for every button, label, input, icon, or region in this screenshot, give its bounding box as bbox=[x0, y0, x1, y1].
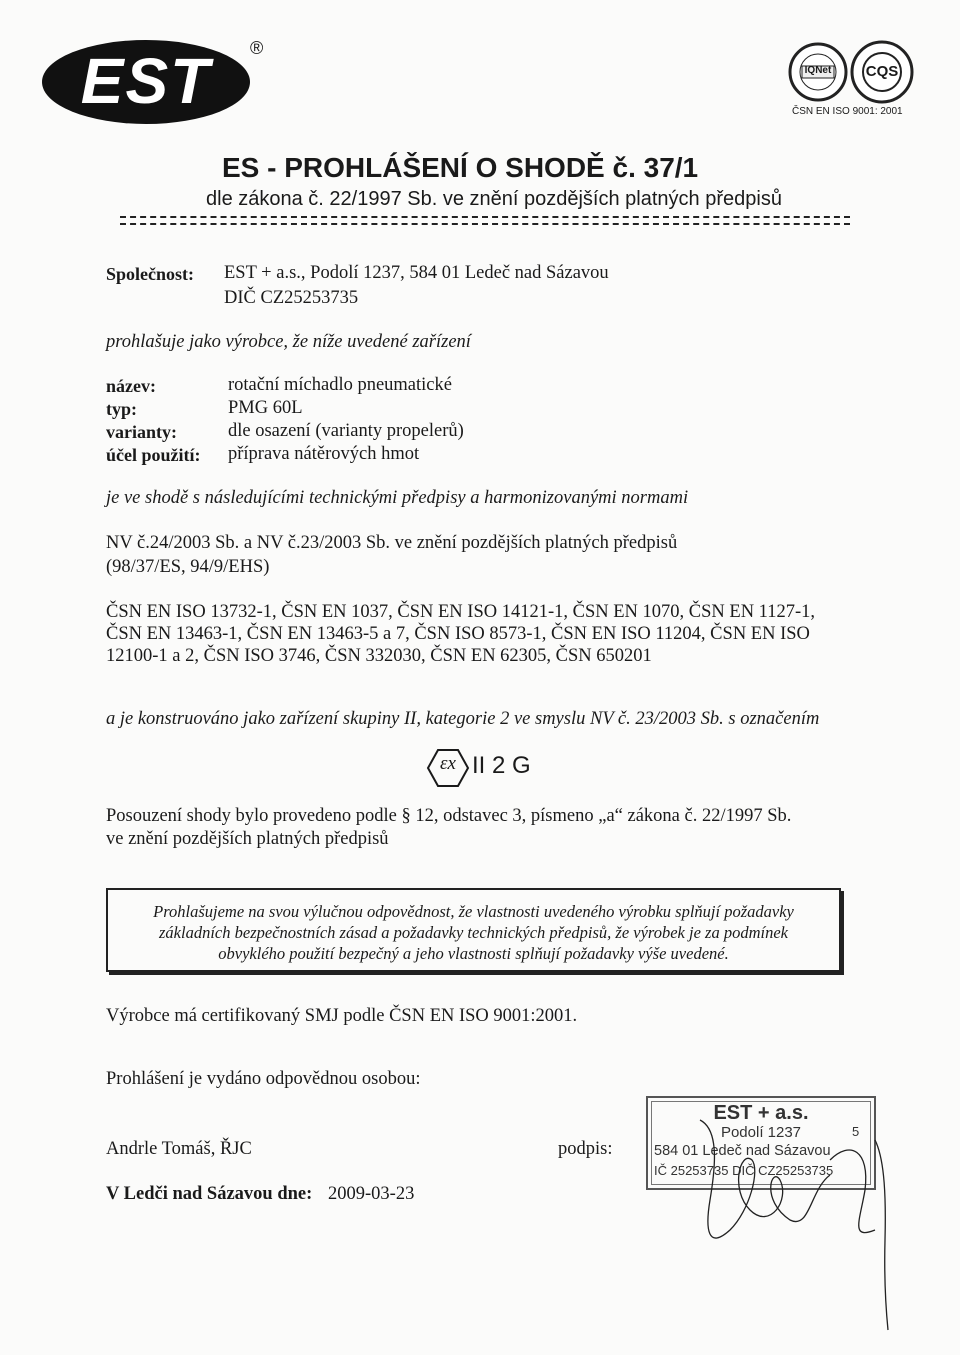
product-type-value: PMG 60L bbox=[228, 398, 303, 418]
declaration-line-2: základních bezpečnostních zásad a požadavky technických předpisů, že výrobek je za podmínek bbox=[159, 923, 788, 942]
divider-bottom bbox=[120, 223, 850, 228]
company-logo bbox=[40, 38, 252, 126]
stamp-number: 5 bbox=[852, 1124, 860, 1139]
stamp-street: Podolí 1237 bbox=[720, 1124, 802, 1141]
product-purpose-label: účel použití: bbox=[106, 445, 201, 465]
iso-cert-text: ČSN EN ISO 9001: 2001 bbox=[792, 106, 903, 117]
regulations-line-2: (98/37/ES, 94/9/EHS) bbox=[106, 557, 270, 577]
ex-symbol: εx bbox=[440, 753, 456, 774]
declaration-line-3: obvyklého použití bezpečný a jeho vlastnosti splňují požadavky výše uvedené. bbox=[218, 944, 729, 963]
company-label: Společnost: bbox=[106, 264, 195, 284]
product-purpose-value: příprava nátěrových hmot bbox=[228, 444, 420, 464]
handwritten-signature bbox=[660, 1080, 920, 1340]
signatory-name: Andrle Tomáš, ŘJC bbox=[106, 1139, 252, 1159]
assessment-line-2: ve znění pozdějších platných předpisů bbox=[106, 829, 389, 849]
issue-date: 2009-03-23 bbox=[328, 1184, 415, 1204]
company-vat: DIČ CZ25253735 bbox=[224, 288, 359, 308]
regulations-line-1: NV č.24/2003 Sb. a NV č.23/2003 Sb. ve znění pozdějších platných předpisů bbox=[106, 533, 678, 553]
signature-label: podpis: bbox=[558, 1139, 613, 1159]
stamp-city: 584 01 Ledeč nad Sázavou bbox=[654, 1143, 831, 1159]
standards-line-2: ČSN EN 13463-1, ČSN EN 13463-5 a 7, ČSN ISO 8573-1, ČSN EN ISO 11204, ČSN EN ISO bbox=[106, 624, 810, 644]
registered-mark: ® bbox=[250, 38, 264, 58]
issued-by: Prohlášení je vydáno odpovědnou osobou: bbox=[106, 1069, 421, 1089]
logo-text: EST bbox=[80, 45, 212, 117]
iqnet-cert-badge bbox=[788, 42, 848, 102]
stamp-ids: IČ 25253735 DIČ CZ25253735 bbox=[654, 1163, 834, 1178]
standards-line-3: 12100-1 a 2, ČSN ISO 3746, ČSN 332030, ČSN EN 62305, ČSN 650201 bbox=[106, 646, 652, 666]
declares-intro: prohlašuje jako výrobce, že níže uvedené zařízení bbox=[106, 332, 471, 352]
product-name-label: název: bbox=[106, 376, 156, 396]
smj-certification: Výrobce má certifikovaný SMJ podle ČSN EN ISO 9001:2001. bbox=[106, 1006, 578, 1026]
cqs-cert-badge bbox=[850, 40, 914, 104]
declaration-box bbox=[106, 888, 841, 972]
product-name-value: rotační míchadlo pneumatické bbox=[228, 375, 452, 395]
document-title: ES - PROHLÁŠENÍ O SHODĚ č. 37/1 bbox=[222, 152, 699, 183]
product-type-label: typ: bbox=[106, 399, 137, 419]
product-variants-value: dle osazení (varianty propelerů) bbox=[228, 421, 464, 441]
cqs-label: CQS bbox=[865, 63, 899, 80]
assessment-line-1: Posouzení shody bylo provedeno podle § 12, odstavec 3, písmeno „a“ zákona č. 22/1997 Sb. bbox=[106, 806, 792, 826]
iqnet-label: IQNet bbox=[804, 65, 832, 76]
conformity-intro: je ve shodě s následujícími technickými předpisy a harmonizovanými normami bbox=[106, 488, 689, 508]
ex-category-code: II 2 G bbox=[472, 752, 531, 779]
place-date-label: V Ledči nad Sázavou dne: bbox=[106, 1184, 313, 1204]
document-subtitle: dle zákona č. 22/1997 Sb. ve znění pozdějších platných předpisů bbox=[206, 188, 782, 210]
ex-marking bbox=[426, 748, 556, 788]
product-variants-label: varianty: bbox=[106, 422, 177, 442]
equipment-group-text: a je konstruováno jako zařízení skupiny II, kategorie 2 ve smyslu NV č. 23/2003 Sb. s označením bbox=[106, 709, 820, 729]
stamp-company: EST + a.s. bbox=[713, 1102, 809, 1124]
declaration-line-1: Prohlašujeme na svou výlučnou odpovědnost, že vlastnosti uvedeného výrobku splňují požadavky bbox=[153, 902, 794, 921]
divider-top bbox=[120, 216, 850, 221]
standards-line-1: ČSN EN ISO 13732-1, ČSN EN 1037, ČSN EN ISO 14121-1, ČSN EN 1070, ČSN EN 1127-1, bbox=[106, 602, 816, 622]
company-address: EST + a.s., Podolí 1237, 584 01 Ledeč nad Sázavou bbox=[224, 263, 609, 283]
